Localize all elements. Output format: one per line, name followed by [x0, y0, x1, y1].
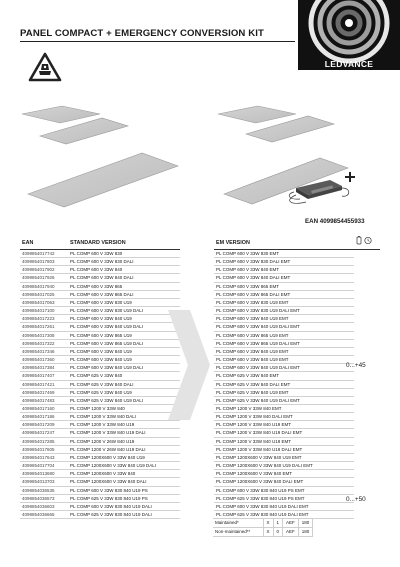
- table-row: [20, 274, 380, 282]
- em-version-cell: PL COMP 1200X600 V 33W 840 U19 EMT: [214, 453, 354, 461]
- plus-icon: [345, 172, 355, 182]
- standard-version-cell: PL COMP 600 V 33W 865: [68, 282, 180, 290]
- em-version-cell: PL COMP 600 V 33W 830 U19 DALI EMT: [214, 307, 354, 315]
- duration-group-2: 0...+50: [346, 496, 366, 503]
- em-version-cell: PL COMP 600 V 33W 840 U19 EMT: [214, 315, 354, 323]
- table-row: [20, 462, 380, 470]
- em-version-cell: PL COMP 600 V 33W 865 U19 EMT: [214, 331, 354, 339]
- standard-version-cell: PL COMP 600 V 33W 840: [68, 266, 180, 274]
- standard-version-cell: PL COMP 600 V 33W 865 DALI: [68, 290, 180, 298]
- mode-label: Maintained*: [213, 519, 263, 528]
- ean-cell: 4099854017926: [20, 274, 68, 282]
- ean-cell: 4099854013680: [20, 470, 68, 478]
- em-version-cell: PL COMP 1200 V 33W 840 U19 EMT: [214, 437, 354, 445]
- ean-cell: 4099854017384: [20, 364, 68, 372]
- em-version-cell: PL COMP 625 V 33W 840 EMT: [214, 372, 354, 380]
- battery-duration-header: [354, 236, 380, 250]
- em-version-cell: PL COMP 600 V 33W 840 EMT: [214, 266, 354, 274]
- table-row: [20, 486, 380, 494]
- ean-cell: 4099854017160: [20, 404, 68, 412]
- ean-cell: 4099854017209: [20, 421, 68, 429]
- panels-illustration: [0, 96, 400, 216]
- ean-cell: 4099854017322: [20, 339, 68, 347]
- col-header-ean: EAN: [20, 236, 68, 250]
- table-row: [20, 282, 380, 290]
- standard-version-cell: PL COMP 1200 V 26W 840 U19 DALI: [68, 445, 180, 453]
- standard-version-cell: PL COMP 625 V 33W 840 U19 DALI: [68, 396, 180, 404]
- table-row: [20, 258, 380, 266]
- em-version-cell: PL COMP 600 V 33W 830 DALI EMT: [214, 258, 354, 266]
- ean-cell: 4099854017421: [20, 380, 68, 388]
- standard-version-cell: PL COMP 600 V 33W 840 U19 DALI: [68, 364, 180, 372]
- em-version-cell: PL COMP 600 V 33W 865 EMT: [214, 282, 354, 290]
- duration-group-1: 0...+45: [346, 362, 366, 369]
- standard-version-cell: PL COMP 625 V 33W 840 DALI: [68, 380, 180, 388]
- col-header-standard: STANDARD VERSION: [68, 236, 180, 250]
- standard-panels: [22, 106, 178, 207]
- ean-cell: 4099854036573: [20, 494, 68, 502]
- standard-version-cell: PL COMP 600 V 33W 840 DALI: [68, 274, 180, 282]
- em-version-cell: PL COMP 1200 V 33W 840 DALI EMT: [214, 413, 354, 421]
- em-version-cell: PL COMP 1200X600 V 33W 840 EMT: [214, 470, 354, 478]
- ean-cell: 4099854017100: [20, 307, 68, 315]
- kit-ean-caption: EAN 4099854455933: [305, 218, 365, 225]
- ean-cell: 4099854036665: [20, 511, 68, 519]
- ean-cell: 4099854017285: [20, 437, 68, 445]
- table-row: [20, 429, 380, 437]
- warning-icon: [28, 52, 62, 82]
- ean-cell: 4099854017803: [20, 258, 68, 266]
- mode-value: 0: [273, 528, 283, 537]
- em-version-cell: PL COMP 600 V 33W 865 DALI EMT: [214, 290, 354, 298]
- col-header-em: EM VERSION: [214, 236, 354, 250]
- ean-cell: 4099854017261: [20, 323, 68, 331]
- mode-value: AEF: [283, 519, 299, 528]
- ean-cell: 4099854017483: [20, 396, 68, 404]
- ean-cell: 4099854017025: [20, 290, 68, 298]
- standard-version-cell: PL COMP 1200X600 V 33W 840 U19 DALI: [68, 462, 180, 470]
- em-version-cell: PL COMP 625 V 33W 830 840 U19 PS EMT: [214, 494, 354, 502]
- table-row: [20, 290, 380, 298]
- em-version-cell: PL COMP 600 V 33W 830 840 U19 PS EMT: [214, 486, 354, 494]
- em-version-cell: PL COMP 1200 V 33W 840 U19 EMT: [214, 421, 354, 429]
- ean-cell: 4099854017407: [20, 372, 68, 380]
- standard-version-cell: PL COMP 600 V 33W 830 840 U19 PS: [68, 486, 180, 494]
- battery-icon: [356, 236, 374, 245]
- mode-value: 1: [273, 519, 283, 528]
- standard-version-cell: PL COMP 625 V 33W 840 U19: [68, 388, 180, 396]
- ean-cell: 4099854013703: [20, 478, 68, 486]
- table-row: [20, 421, 380, 429]
- ean-cell: 4099854036603: [20, 502, 68, 510]
- conversion-arrow-icon: [168, 310, 210, 420]
- ean-cell: 4099854017704: [20, 462, 68, 470]
- standard-version-cell: PL COMP 600 V 33W 830 DALI: [68, 258, 180, 266]
- table-row: [20, 502, 380, 510]
- table-row: [20, 298, 380, 306]
- ean-cell: 4099854017063: [20, 298, 68, 306]
- ean-cell: 4099854017605: [20, 445, 68, 453]
- table-row: [20, 453, 380, 461]
- mode-value: X: [263, 528, 273, 537]
- table-row: [20, 470, 380, 478]
- standard-version-cell: PL COMP 1200 V 33W 840: [68, 404, 180, 412]
- em-version-cell: PL COMP 1200X600 V 33W 840 U19 DALI EMT: [214, 462, 354, 470]
- mode-label: Non-maintained**: [213, 528, 263, 537]
- mode-row: [213, 519, 313, 528]
- em-version-cell: PL COMP 600 V 33W 830 840 U19 DALI EMT: [214, 502, 354, 510]
- ean-cell: 4099854017308: [20, 331, 68, 339]
- standard-version-cell: PL COMP 1200X600 V 33W 840 DALI: [68, 478, 180, 486]
- operation-mode-table: [213, 518, 313, 537]
- document-title: PANEL COMPACT + EMERGENCY CONVERSION KIT: [20, 28, 264, 39]
- em-version-cell: PL COMP 600 V 33W 840 U19 DALI EMT: [214, 364, 354, 372]
- standard-version-cell: PL COMP 1200 V 33W 840 DALI: [68, 413, 180, 421]
- table-row: [20, 250, 380, 258]
- standard-version-cell: PL COMP 600 V 33W 865 U19: [68, 331, 180, 339]
- table-row: [20, 266, 380, 274]
- em-version-cell: PL COMP 1200X600 V 33W 840 DALI EMT: [214, 478, 354, 486]
- standard-version-cell: PL COMP 600 V 33W 840 U19 DALI: [68, 323, 180, 331]
- ean-cell: 4099854036535: [20, 486, 68, 494]
- standard-version-cell: PL COMP 625 V 33W 840: [68, 372, 180, 380]
- ean-cell: 4099854017902: [20, 266, 68, 274]
- standard-version-cell: PL COMP 600 V 33W 830 U19 DALI: [68, 307, 180, 315]
- standard-version-cell: PL COMP 600 V 33W 840 U19: [68, 315, 180, 323]
- standard-version-cell: PL COMP 625 V 33W 830 840 U19 PS: [68, 494, 180, 502]
- em-version-cell: PL COMP 1200 V 33W 840 U19 DALI EMT: [214, 429, 354, 437]
- em-version-cell: PL COMP 600 V 33W 840 U19 EMT: [214, 347, 354, 355]
- em-version-cell: PL COMP 600 V 33W 840 U19 EMT: [214, 356, 354, 364]
- brand-name: LEDVANCE: [324, 59, 374, 69]
- ean-cell: 4099854017940: [20, 282, 68, 290]
- standard-version-cell: PL COMP 600 V 33W 830 840 U19 DALI: [68, 502, 180, 510]
- em-version-cell: PL COMP 625 V 33W 840 U19 DALI EMT: [214, 396, 354, 404]
- em-version-cell: PL COMP 1200 V 33W 840 U19 DALI EMT: [214, 445, 354, 453]
- ean-cell: 4099854017742: [20, 250, 68, 258]
- standard-version-cell: PL COMP 1200 V 33W 840 U19: [68, 421, 180, 429]
- em-version-cell: PL COMP 625 V 33W 840 DALI EMT: [214, 380, 354, 388]
- standard-version-cell: PL COMP 600 V 33W 840 U19: [68, 356, 180, 364]
- table-row: [20, 494, 380, 502]
- standard-version-cell: PL COMP 1200X600 V 33W 840 U19: [68, 453, 180, 461]
- standard-version-cell: PL COMP 1200X600 V 33W 840: [68, 470, 180, 478]
- standard-version-cell: PL COMP 1200 V 33W 840 U19 DALI: [68, 429, 180, 437]
- ean-cell: 4099854017469: [20, 388, 68, 396]
- standard-version-cell: PL COMP 625 V 33W 830 840 U19 DALI: [68, 511, 180, 519]
- brand-logo: [298, 0, 400, 70]
- brand-rings-icon: [308, 0, 390, 64]
- standard-version-cell: PL COMP 600 V 33W 840 U19: [68, 347, 180, 355]
- ean-cell: 4099854017247: [20, 429, 68, 437]
- em-version-cell: PL COMP 600 V 33W 865 U19 DALI EMT: [214, 339, 354, 347]
- table-header-row: [20, 236, 380, 250]
- ean-cell: 4099854017643: [20, 453, 68, 461]
- table-row: [20, 437, 380, 445]
- em-version-cell: PL COMP 600 V 33W 830 EMT: [214, 250, 354, 258]
- mode-value: 180: [298, 519, 313, 528]
- mode-value: 180: [298, 528, 313, 537]
- em-version-cell: PL COMP 600 V 33W 840 DALI EMT: [214, 274, 354, 282]
- ean-cell: 4099854017223: [20, 315, 68, 323]
- ean-cell: 4099854017346: [20, 347, 68, 355]
- table-row: [20, 478, 380, 486]
- em-version-cell: PL COMP 625 V 33W 830 840 U19 DALI EMT: [214, 511, 354, 519]
- em-version-cell: PL COMP 1200 V 33W 840 EMT: [214, 404, 354, 412]
- standard-version-cell: PL COMP 1200 V 26W 840 U19: [68, 437, 180, 445]
- em-version-cell: PL COMP 600 V 33W 830 U19 EMT: [214, 298, 354, 306]
- standard-version-cell: PL COMP 600 V 33W 830 U19: [68, 298, 180, 306]
- table-row: [20, 511, 380, 519]
- table-row: [20, 445, 380, 453]
- mode-value: AEF: [283, 528, 299, 537]
- title-rule: [20, 41, 295, 42]
- standard-version-cell: PL COMP 600 V 33W 865 U19 DALI: [68, 339, 180, 347]
- ean-cell: 4099854017186: [20, 413, 68, 421]
- em-version-cell: PL COMP 600 V 33W 840 U19 DALI EMT: [214, 323, 354, 331]
- em-version-cell: PL COMP 625 V 33W 840 U19 EMT: [214, 388, 354, 396]
- mode-row: [213, 528, 313, 537]
- standard-version-cell: PL COMP 600 V 33W 830: [68, 250, 180, 258]
- ean-cell: 4099854017360: [20, 356, 68, 364]
- mode-value: X: [263, 519, 273, 528]
